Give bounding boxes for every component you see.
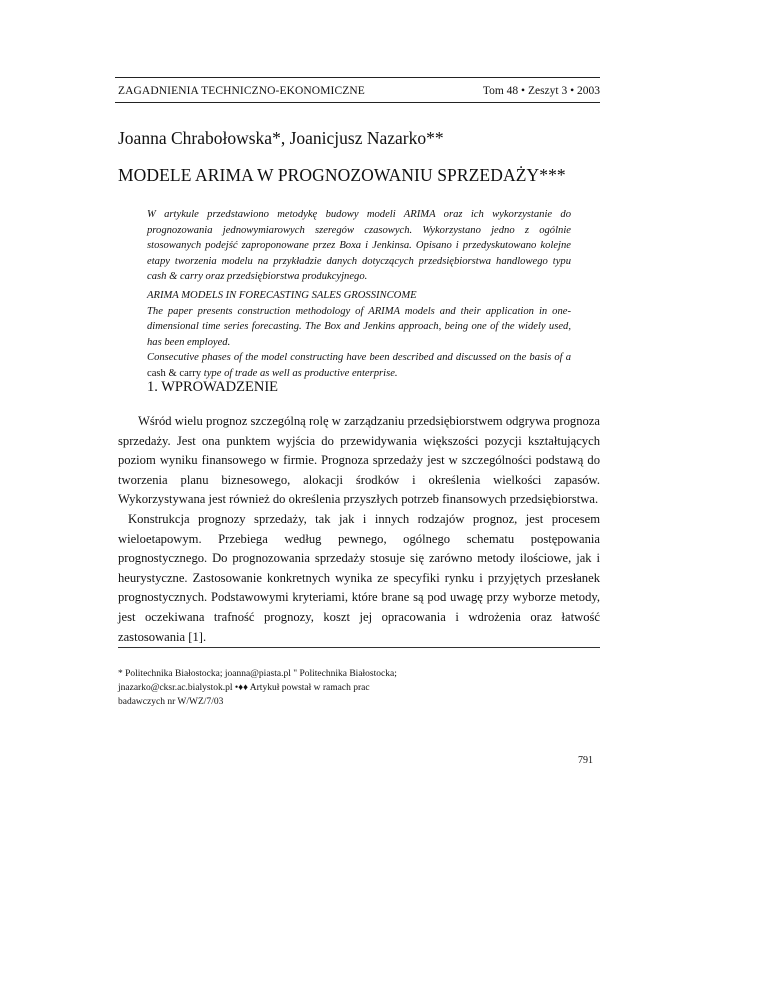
section-body [118, 412, 600, 647]
abstract-english-text-2: Consecutive phases of the model constructing have been described and discussed on the basis of a cash & carry type of trade as well as productive enterprise. [147, 352, 571, 379]
running-header-journal: ZAGADNIENIA TECHNICZNO-EKONOMICZNE [118, 85, 365, 97]
body-paragraph: Konstrukcja prognozy sprzedaży, tak jak i innych rodzajów prognoz, jest procesem wieloetapowym. Przebiega według pewnego, ogólnego schematu postępowania prognostycznego. Do prognozowania sprzedaży stosuje się zarówno metody ilościowe, jak i heurystyczne. Zastosowanie konkretnych wynika ze specyfiki rynku i przyjętych przesłanek prognostycznych. Podstawowymi kryteriami, które brane są pod uwagę przy wyborze metody, jest oczekiwana trafność prognozy, koszt jej opracowania i wdrożenia oraz łatwość zastosowania [1]. [118, 511, 600, 644]
header-top-rule [115, 77, 600, 78]
cash-and-carry-term: cash & carry [147, 367, 202, 379]
header-bottom-rule [115, 102, 600, 103]
article-authors: Joanna Chrabołowska*, Joanicjusz Nazarko** [118, 128, 444, 148]
body-paragraph: Wśród wielu prognoz szczególną rolę w zarządzaniu przedsiębiorstwem odgrywa prognoza sprzedaży. Jest ona punktem wyjścia do przewidywania większości pozycji kształtujących poziom wyniku finansowego w firmie. Prognoza sprzedaży jest w szczególności podstawą do tworzenia planu biznesowego, alokacji środków i określenia wielkości zapasów. Wykorzystywana jest również do określenia przyszłych potrzeb finansowych przedsiębiorstwa. [118, 414, 600, 507]
abstract-polish [147, 207, 571, 285]
article-title: MODELE ARIMA W PROGNOZOWANIU SPRZEDAŻY*** [118, 165, 566, 185]
section-heading: 1. WPROWADZENIE [147, 379, 279, 395]
abstract-english-text: The paper presents construction methodology of ARIMA models and their application in one-dimensional time series forecasting. The Box and Jenkins approach, being one of the widely used, has been employed. [147, 305, 571, 348]
footnote-rule [118, 647, 600, 648]
page-number: 791 [578, 755, 593, 766]
abstract-polish-text: W artykule przedstawiono metodykę budowy modeli ARIMA oraz ich wykorzystanie do prognozowania jednowymiarowych szeregów czasowych. Wykorzystano jedno z ogólnie stosowanych podejść zaproponowane przez Boxa i Jenkinsa. Opisano i przedyskutowano kolejne etapy tworzenia modelu na przykładzie danych dotyczących przedsiębiorstwa handlowego typu cash & carry oraz przedsiębiorstwa produkcyjnego. [147, 209, 571, 283]
footnote: * Politechnika Białostocka; joanna@piasta.pl " Politechnika Białostocka; jnazarko@cksr.ac.bialystok.pl •♦♦ Artykuł powstał w ramach prac badawczych nr W/WZ/7/03 [118, 669, 397, 707]
running-header-volume: Tom 48 • Zeszyt 3 • 2003 [482, 85, 600, 97]
abstract-english-title: ARIMA MODELS IN FORECASTING SALES GROSSINCOME [147, 290, 417, 301]
abstract-english [147, 288, 571, 382]
